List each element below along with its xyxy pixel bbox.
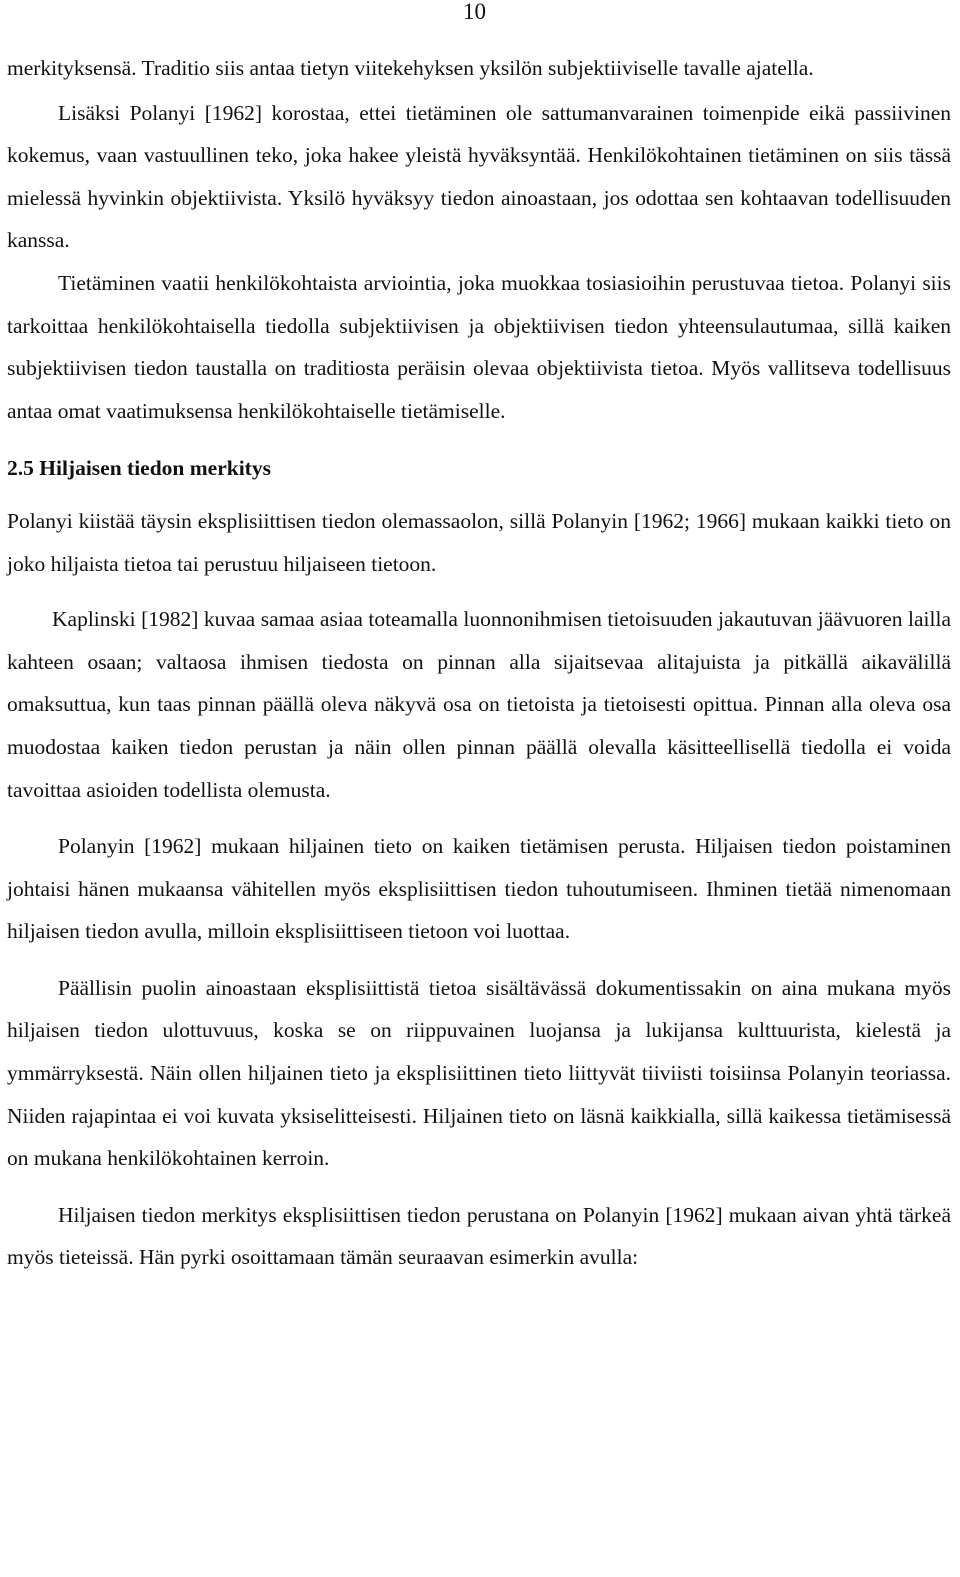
paragraph-science-example: Hiljaisen tiedon merkitys eksplisiittisen tiedon perustana on Polanyin [1962] mukaan aivan yhtä tärkeä myös tieteissä. Hän pyrki osoittamaan tämän seuraavan esimerkin avulla: xyxy=(7,1202,951,1270)
paragraph-tacit-foundation: Polanyin [1962] mukaan hiljainen tieto on kaiken tietämisen perusta. Hiljaisen tiedon poistaminen johtaisi hänen mukaansa vähitellen myös eksplisiittisen tiedon tuhoutumiseen. Ihminen tietää nimenomaan hiljaisen tiedon avulla, milloin eksplisiittiseen tietoon voi luottaa. xyxy=(7,834,951,944)
paragraph-continuation: merkityksensä. Traditio siis antaa tietyn viitekehyksen yksilön subjektiiviselle tavalle ajatella. xyxy=(7,56,814,80)
paragraph-personal-evaluation: Tietäminen vaatii henkilökohtaista arviointia, joka muokkaa tosiasioihin perustuvaa tietoa. Polanyi siis tarkoittaa henkilökohtaisella tiedolla subjektiivisen ja objektiivisen tiedon yhteensulautumaa, sillä kaiken subjektiivisen tiedon taustalla on traditiosta peräisin olevaa objektiivista tietoa. Myös vallitseva todellisuus antaa omat vaatimuksensa henkilökohtaiselle tietämiselle. xyxy=(7,270,951,423)
paragraph-polanyi-responsibility: Lisäksi Polanyi [1962] korostaa, ettei tietäminen ole sattumanvarainen toimenpide eikä passiivinen kokemus, vaan vastuullinen teko, joka hakee yleistä hyväksyntää. Henkilökohtainen tietäminen on siis tässä mielessä hyvinkin objektiivista. Yksilö hyväksyy tiedon ainoastaan, jos odottaa sen kohtaavan todellisuuden kanssa. xyxy=(7,100,951,253)
document-body xyxy=(7,47,951,1279)
paragraph-explicit-knowledge: Polanyi kiistää täysin eksplisiittisen tiedon olemassaolon, sillä Polanyin [1962; 1966] mukaan kaikki tieto on joko hiljaista tietoa tai perustuu hiljaiseen tietoon. xyxy=(7,508,951,576)
section-heading: 2.5 Hiljaisen tiedon merkitys xyxy=(7,456,271,481)
paragraph-kaplinski-iceberg: Kaplinski [1982] kuvaa samaa asiaa toteamalla luonnonihmisen tietoisuuden jakautuvan jäävuoren lailla kahteen osaan; valtaosa ihmisen tiedosta on pinnan alla sijaitsevaa alitajuista ja pitkällä aikavälillä omaksuttua, kun taas pinnan päällä oleva näkyvä osa on tietoista ja tietoisesti opittua. Pinnan alla oleva osa muodostaa kaiken tiedon perustan ja näin ollen pinnan päällä olevalla käsitteellisellä tiedolla ei voida tavoittaa asioiden todellista olemusta. xyxy=(7,607,951,802)
page-number: 10 xyxy=(463,0,486,24)
paragraph-document-dimension: Päällisin puolin ainoastaan eksplisiittistä tietoa sisältävässä dokumentissakin on aina mukana myös hiljaisen tiedon ulottuvuus, koska se on riippuvainen luojansa ja lukijansa kulttuurista, kielestä ja ymmärryksestä. Näin ollen hiljainen tieto ja eksplisiittinen tieto liittyvät tiiviisti toisiinsa Polanyin teoriassa. Niiden rajapintaa ei voi kuvata yksiselitteisesti. Hiljainen tieto on läsnä kaikkialla, sillä kaikessa tietämisessä on mukana henkilökohtainen kerroin. xyxy=(7,975,951,1171)
